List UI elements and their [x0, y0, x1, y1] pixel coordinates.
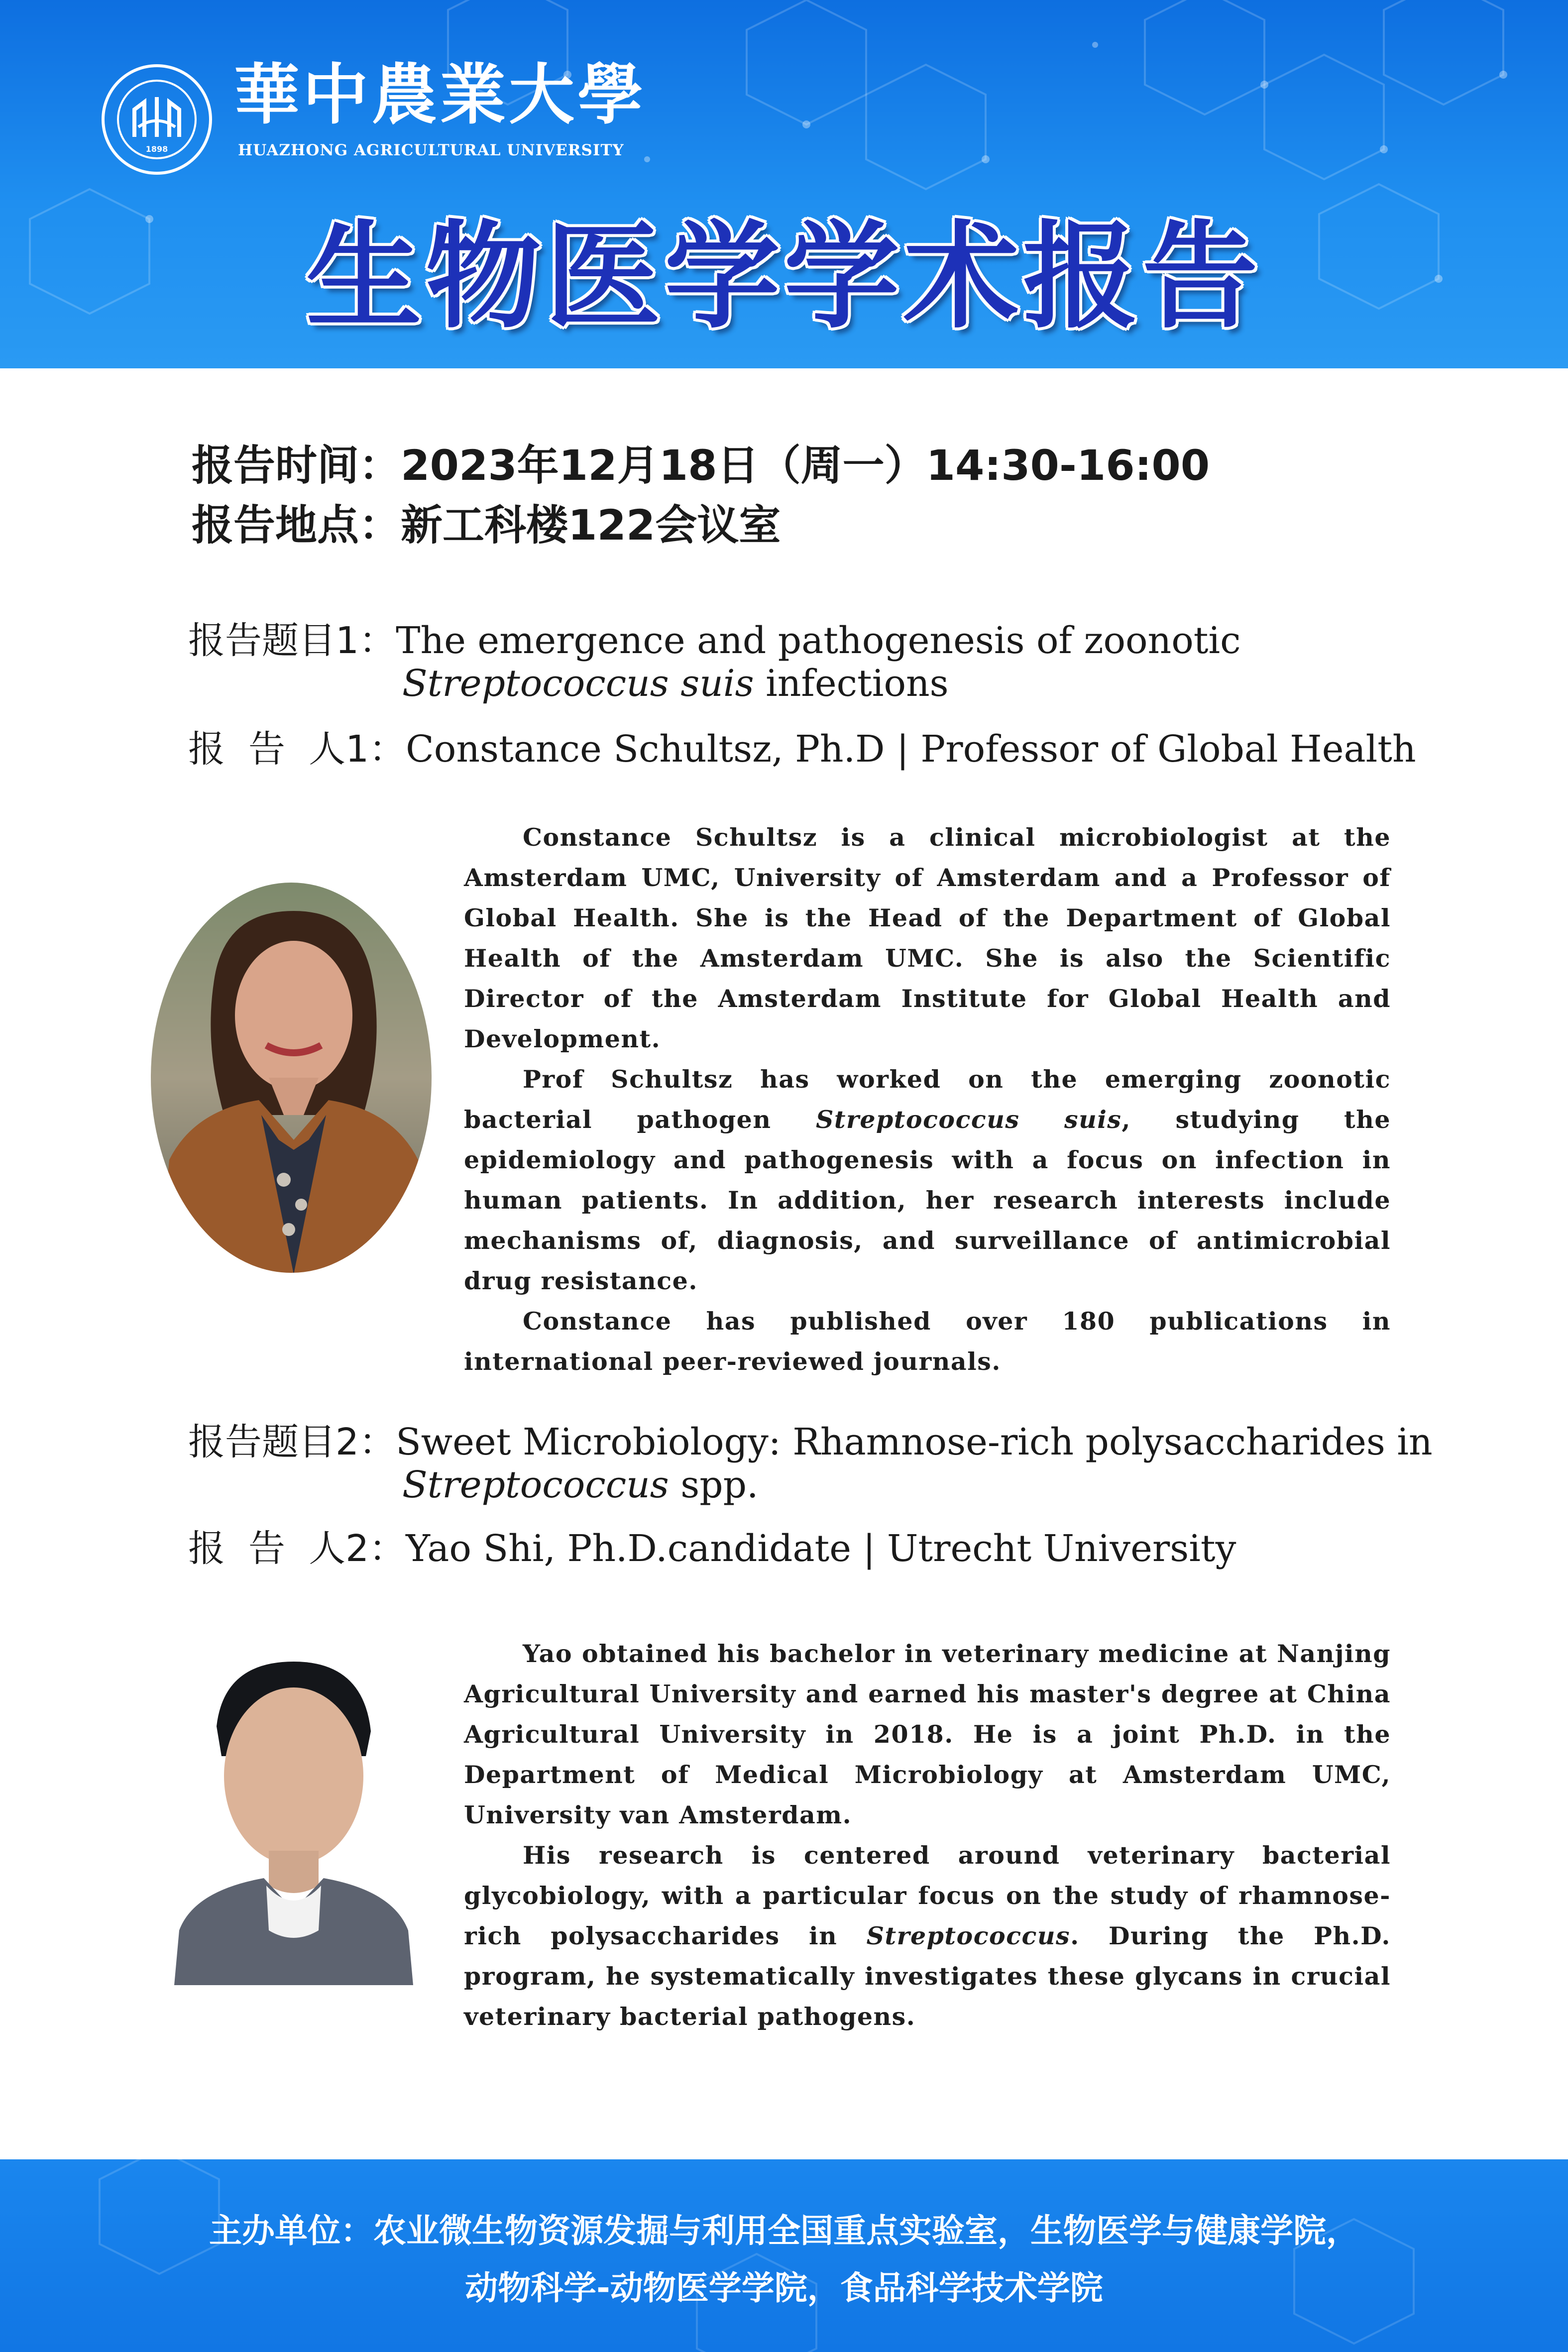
event-place — [192, 492, 781, 552]
page-title: 生物医学学术报告 — [306, 210, 1262, 344]
university-name-english: HUAZHONG AGRICULTURAL UNIVERSITY — [238, 141, 624, 159]
header-banner — [0, 0, 1568, 368]
talk1-title-label: 报告题目1： — [188, 619, 396, 662]
university-seal-logo — [100, 62, 214, 177]
talk2-title-rest: spp. — [669, 1463, 759, 1506]
speaker1-photo — [149, 881, 433, 1274]
speaker2-bio-paragraph: His research is centered around veterinary bacterial glycobiology, with a particular focus on the study of rhamnose-rich polysaccharides in Streptococcus. During the Ph.D. program, he systematically investigates these glycans in crucial veterinary bacterial pathogens. — [464, 1841, 1391, 2031]
event-time-value: 2023年12月18日（周一）14:30-16:00 — [401, 441, 1210, 490]
speaker2-bio — [464, 1634, 1391, 2037]
talk2-speaker-label: 报 告 人2： — [188, 1527, 406, 1570]
speaker2-bio-paragraph: Yao obtained his bachelor in veterinary medicine at Nanjing Agricultural University and earned his master's degree at China Agricultural University in 2018. He is a joint Ph.D. in the Department of Medical Microbiology at Amsterdam UMC, University van Amsterdam. — [464, 1639, 1391, 1829]
speaker1-bio-paragraph: Constance Schultsz is a clinical microbiologist at the Amsterdam UMC, University of Amsterdam and a Professor of Global Health. She is the Head of the Department of Global Health of the Amsterdam UMC. She is also the Scientific Director of the Amsterdam Institute for Global Health and Development. — [464, 823, 1391, 1053]
talk2-speaker — [188, 1519, 1236, 1572]
event-place-value: 新工科楼122会议室 — [401, 501, 781, 550]
talk2-title-label: 报告题目2： — [188, 1421, 396, 1463]
speaker1-bio-paragraph: Prof Schultsz has worked on the emerging zoonotic bacterial pathogen Streptococcus suis, studying the epidemiology and pathogenesis with a focus on infection in human patients. In addition, her research interests include mechanisms of, diagnosis, and surveillance of antimicrobial drug resistance. — [464, 1065, 1391, 1295]
talk2-title-italic: Streptococcus — [402, 1463, 669, 1506]
organizer-line1: 主办单位：农业微生物资源发掘与利用全国重点实验室，生物医学与健康学院， — [209, 2212, 1359, 2250]
hexagon-network-pattern — [0, 2159, 1568, 2352]
talk2-title-line1: Sweet Microbiology: Rhamnose-rich polysaccharides in — [396, 1421, 1433, 1463]
event-place-label: 报告地点： — [192, 501, 401, 550]
talk1-title — [188, 611, 1241, 664]
event-time-label: 报告时间： — [192, 441, 401, 490]
talk2-speaker-name: Yao Shi, Ph.D.candidate | Utrecht University — [406, 1527, 1236, 1570]
talk1-title-line1: The emergence and pathogenesis of zoonotic — [396, 619, 1241, 662]
speaker1-bio — [464, 817, 1391, 1382]
event-time — [192, 432, 1210, 492]
talk1-title-italic: Streptococcus suis — [402, 662, 754, 705]
talk1-speaker — [188, 720, 1416, 773]
talk1-speaker-label: 报 告 人1： — [188, 728, 406, 771]
organizer-line2: 动物科学-动物医学学院，食品科学技术学院 — [465, 2269, 1103, 2307]
talk1-speaker-name: Constance Schultsz, Ph.D | Professor of Global Health — [406, 728, 1416, 771]
footer-banner — [0, 2159, 1568, 2352]
speaker2-photo — [169, 1652, 418, 1985]
speaker1-bio-paragraph: Constance has published over 180 publications in international peer-reviewed journals. — [464, 1307, 1391, 1376]
talk1-title-continued — [402, 662, 949, 705]
talk1-title-rest: infections — [754, 662, 949, 705]
university-name-chinese: 華中農業大學 — [234, 56, 646, 133]
talk2-title — [188, 1413, 1433, 1465]
svg-text:1898: 1898 — [145, 144, 168, 154]
talk2-title-continued — [402, 1463, 759, 1506]
